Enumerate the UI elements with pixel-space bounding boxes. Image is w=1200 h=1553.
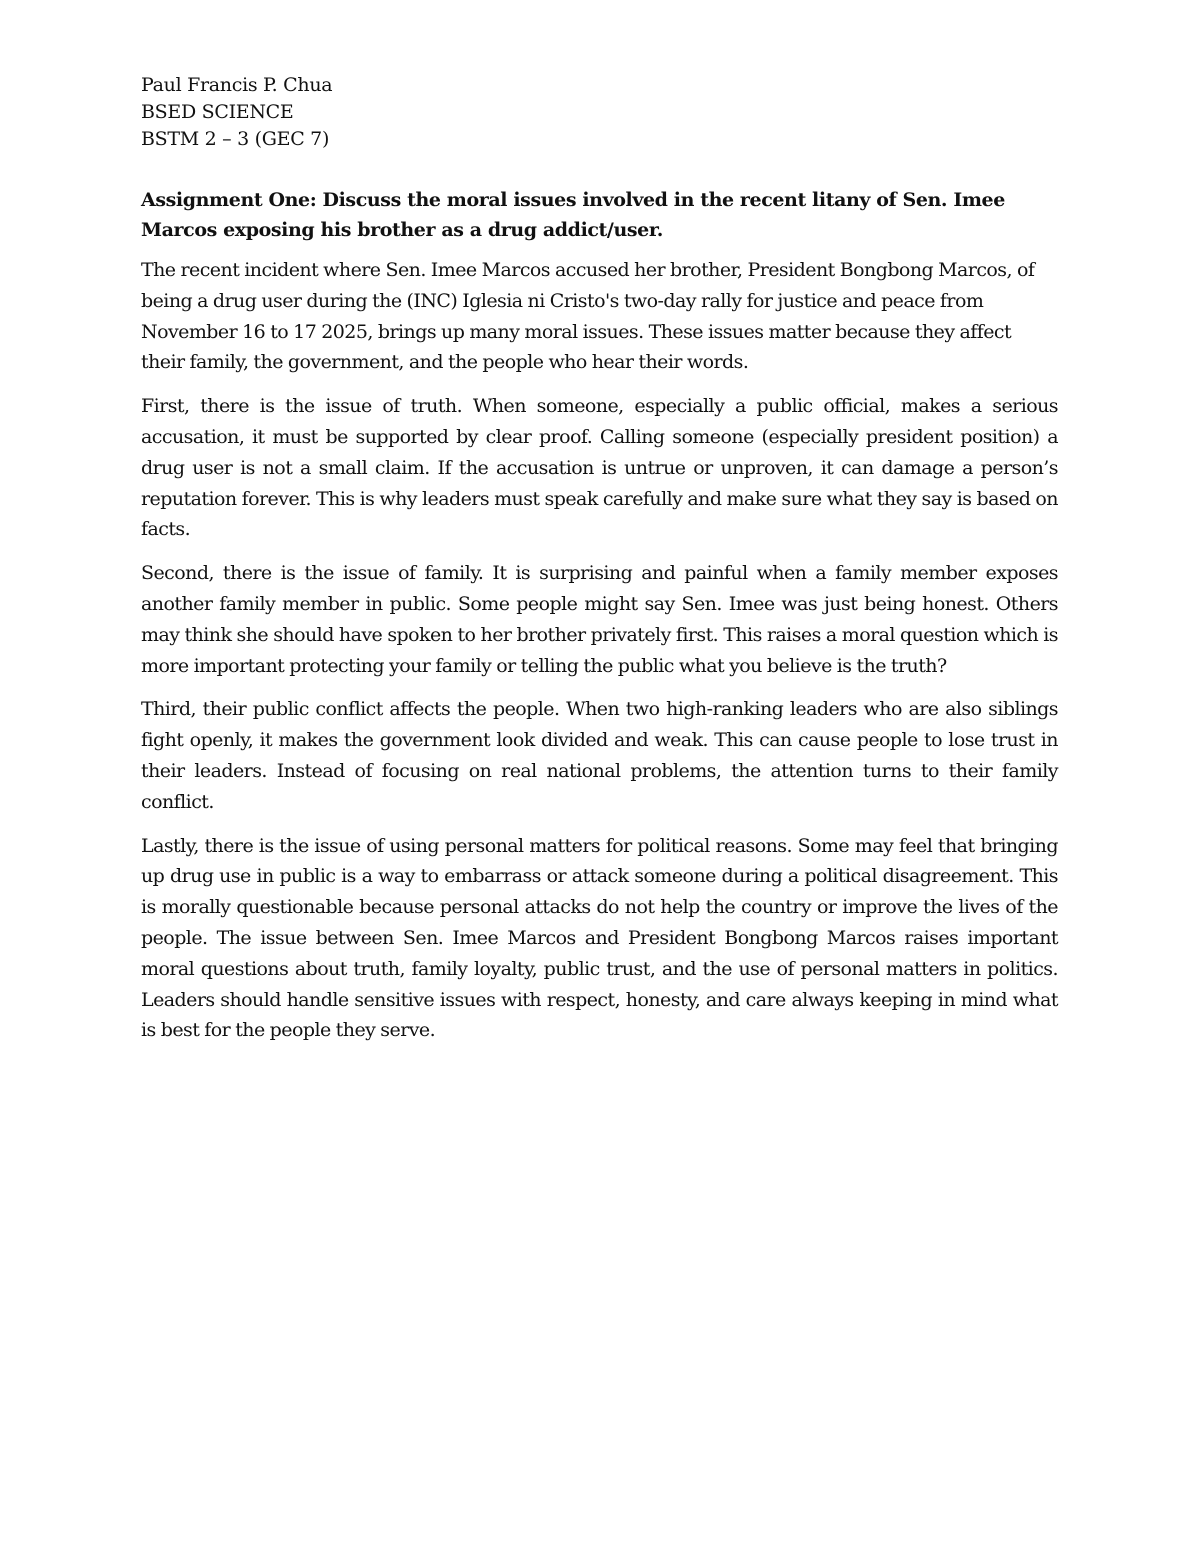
author-header	[141, 72, 1058, 153]
paragraph-public-conflict: Third, their public conflict affects the people. When two high-ranking leaders who are also siblings fight openly, it makes the government look divided and weak. This can cause people to lose trust in their leaders. Instead of focusing on real national problems, the attention turns to their family conflict.	[141, 698, 1058, 813]
paragraph-truth: First, there is the issue of truth. When someone, especially a public official, makes a serious accusation, it must be supported by clear proof. Calling someone (especially president position) a drug user is not a small claim. If the accusation is untrue or unproven, it can damage a person’s reputation forever. This is why leaders must speak carefully and make sure what they say is based on facts.	[141, 395, 1058, 541]
assignment-title: Assignment One: Discuss the moral issues involved in the recent litany of Sen. Imee Marcos exposing his brother as a drug addict/user.	[141, 189, 1005, 241]
course-section: BSTM 2 – 3 (GEC 7)	[141, 128, 330, 150]
document-page	[141, 72, 1058, 1059]
author-name: Paul Francis P. Chua	[141, 74, 333, 96]
paragraph-conclusion: Lastly, there is the issue of using personal matters for political reasons. Some may feel that bringing up drug use in public is a way to embarrass or attack someone during a political disagreement. This is morally questionable because personal attacks do not help the country or improve the lives of the people. The issue between Sen. Imee Marcos and President Bongbong Marcos raises important moral questions about truth, family loyalty, public trust, and the use of personal matters in politics. Leaders should handle sensitive issues with respect, honesty, and care always keeping in mind what is best for the people they serve.	[141, 834, 1058, 1042]
paragraph-family: Second, there is the issue of family. It is surprising and painful when a family member exposes another family member in public. Some people might say Sen. Imee was just being honest. Others may think she should have spoken to her brother privately first. This raises a moral question which is more important protecting your family or telling the public what you believe is the truth?	[141, 562, 1058, 677]
paragraph-intro: The recent incident where Sen. Imee Marcos accused her brother, President Bongbong Marcos, of being a drug user during the (INC) Iglesia ni Cristo's two-day rally for justice and peace from November 16 to 17 2025, brings up many moral issues. These issues matter because they affect their family, the government, and the people who hear their words.	[141, 259, 1035, 374]
program-name: BSED SCIENCE	[141, 101, 294, 123]
